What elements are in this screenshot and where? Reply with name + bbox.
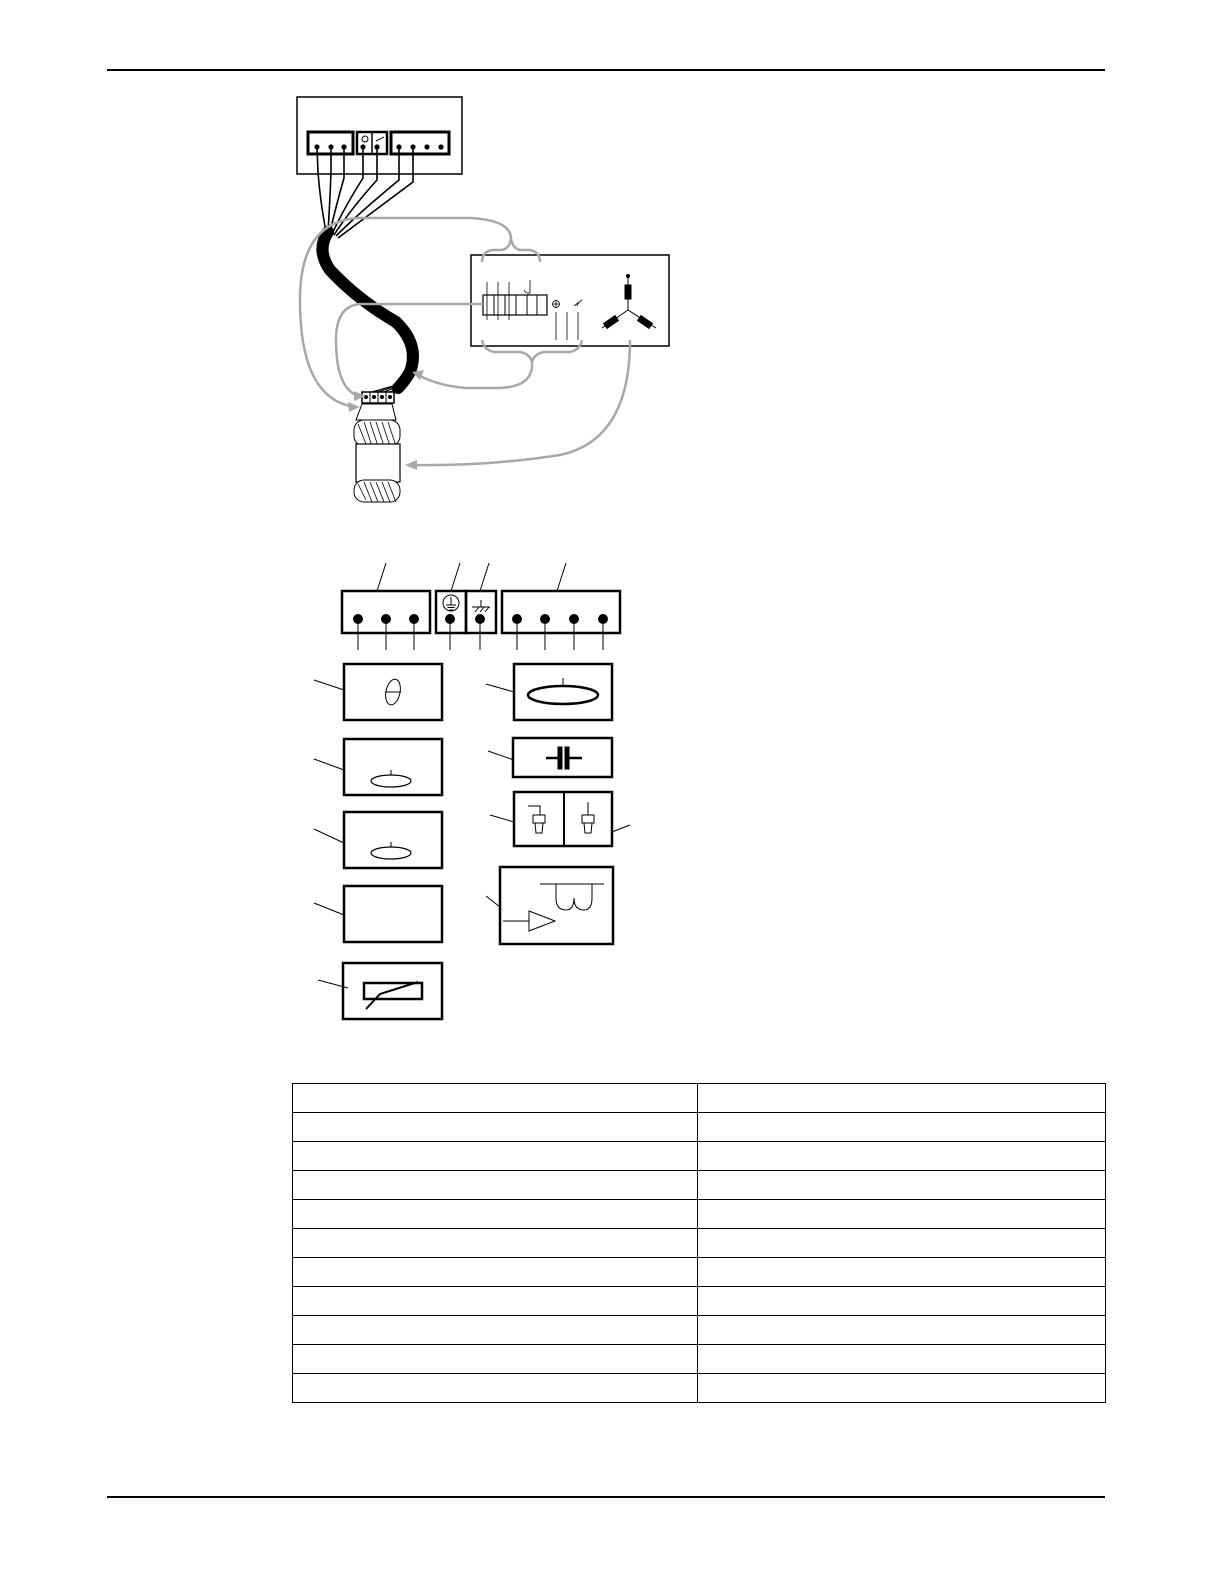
table-row: [293, 1316, 1106, 1345]
table-cell: [293, 1200, 698, 1229]
table-row: [293, 1345, 1106, 1374]
table-cell: [698, 1113, 1106, 1142]
table-cell: [698, 1229, 1106, 1258]
table-row: [293, 1084, 1106, 1113]
table-cell: [293, 1287, 698, 1316]
table-row: [293, 1200, 1106, 1229]
table-cell: [293, 1229, 698, 1258]
terminal-group-2: [502, 591, 620, 633]
sensor-pair-symbol: [490, 792, 630, 846]
table-cell: [698, 1084, 1106, 1113]
protective-earth-icon: [443, 595, 459, 611]
table-row: [293, 1229, 1106, 1258]
thermal-protector-symbol: [314, 664, 442, 720]
table-row: [293, 1171, 1106, 1200]
table-row: [293, 1258, 1106, 1287]
table-row: [293, 1142, 1106, 1171]
table-cell: [698, 1287, 1106, 1316]
frame-ground-icon: [472, 600, 490, 612]
blank-symbol-box: [314, 886, 442, 942]
terminal-dots: [353, 614, 608, 624]
winding-symbol-2: [314, 812, 442, 868]
table-cell: [293, 1258, 698, 1287]
legend-table: [292, 1083, 1106, 1403]
table-row: [293, 1374, 1106, 1403]
table-row: [293, 1287, 1106, 1316]
terminal-group-frame: [466, 591, 496, 633]
table-cell: [293, 1113, 698, 1142]
table-cell: [293, 1171, 698, 1200]
table-cell: [293, 1345, 698, 1374]
capacitor-symbol: [488, 738, 612, 777]
table-row: [293, 1113, 1106, 1142]
table-cell: [698, 1316, 1106, 1345]
table-cell: [698, 1258, 1106, 1287]
main-winding-symbol: [486, 664, 612, 720]
transformer-amplifier-symbol: [486, 867, 613, 944]
varistor-symbol: [318, 963, 442, 1019]
table-cell: [698, 1374, 1106, 1403]
table-cell: [698, 1142, 1106, 1171]
table-cell: [698, 1200, 1106, 1229]
table-cell: [293, 1142, 698, 1171]
table-cell: [293, 1374, 698, 1403]
table-cell: [698, 1171, 1106, 1200]
table-cell: [293, 1084, 698, 1113]
table-cell: [293, 1316, 698, 1345]
table-cell: [698, 1345, 1106, 1374]
winding-symbol-1: [314, 739, 442, 795]
